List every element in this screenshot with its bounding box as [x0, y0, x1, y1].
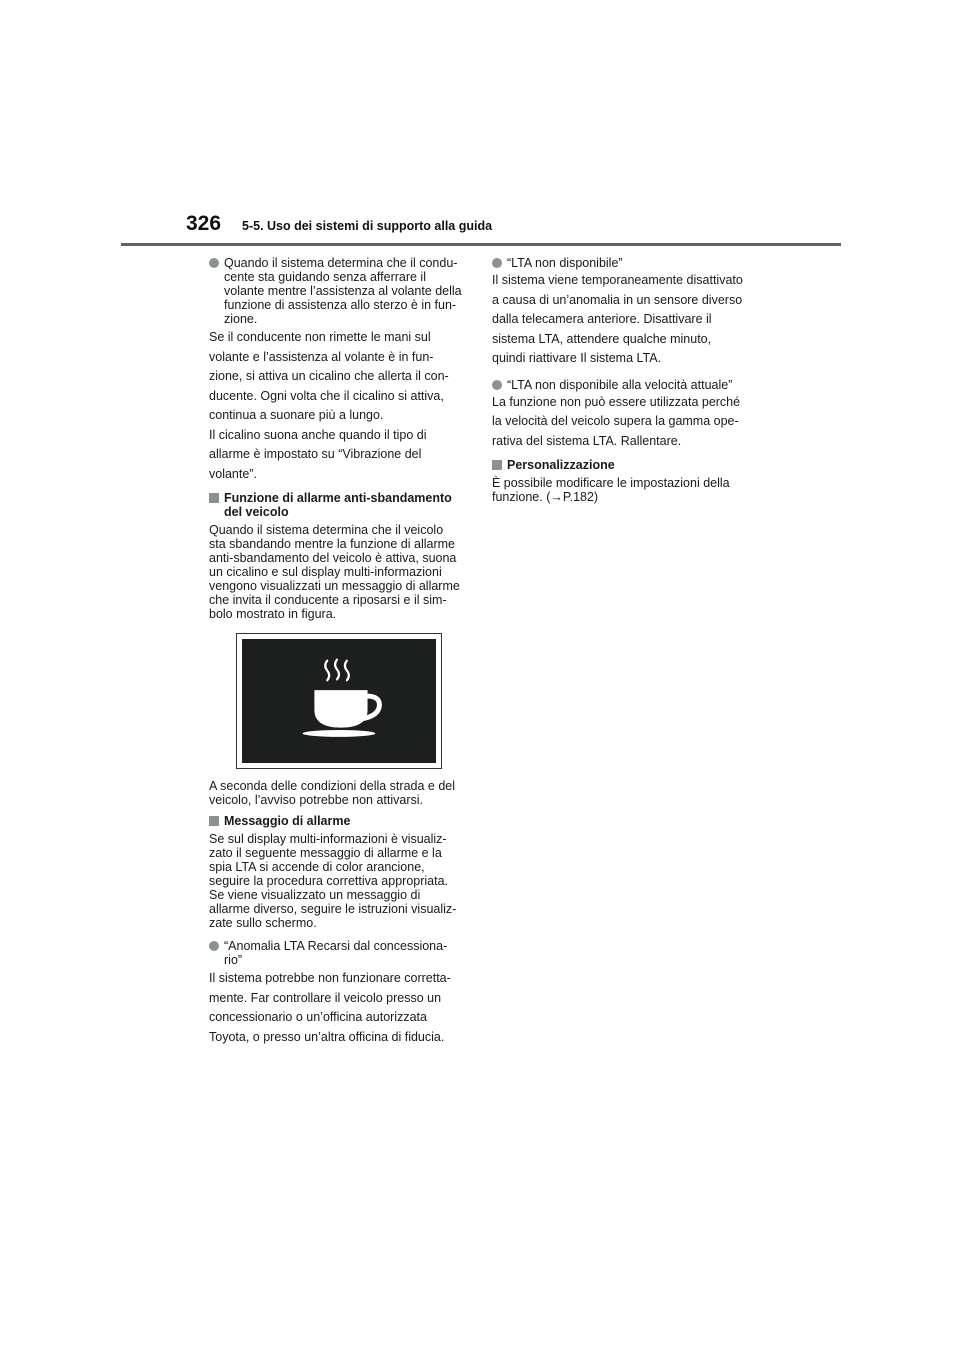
text-line: continua a suonare più a lungo.	[209, 408, 384, 422]
heading-square-icon	[492, 460, 502, 470]
text-line: volante e l’assistenza al volante è in fun-	[209, 349, 434, 364]
text-line: Se il conducente non rimette le mani sul	[209, 330, 431, 344]
text-line: Quando il sistema determina che il veicolo	[209, 523, 444, 537]
text-line: “LTA non disponibile alla velocità attuale”	[507, 377, 733, 392]
text-line: seguire la procedura correttiva appropriata.	[209, 874, 449, 888]
paragraph	[209, 523, 469, 621]
bullet-lta-speed-unavailable	[492, 378, 752, 392]
text-line: A seconda delle condizioni della strada e del	[209, 779, 456, 793]
section-heading	[209, 491, 469, 519]
bullet-lta-malfunction	[209, 939, 469, 967]
bullet-dot-icon	[209, 258, 219, 268]
display-screen	[242, 639, 436, 763]
text-line: “Anomalia LTA Recarsi dal concessiona-	[224, 939, 448, 953]
bullet-dot-icon	[492, 258, 502, 268]
text-line: funzione. (→P.182)	[492, 490, 599, 504]
paragraph	[492, 393, 752, 452]
paragraph	[209, 328, 469, 484]
text-line: Il cicalino suona anche quando il tipo di	[209, 427, 427, 442]
text-line: La funzione non può essere utilizzata perché	[492, 394, 741, 409]
text-line: Se sul display multi-informazioni è visualiz-	[209, 832, 447, 846]
text-line: quindi riattivare Il sistema LTA.	[492, 351, 662, 365]
paragraph	[209, 832, 469, 930]
text-line: ducente. Ogni volta che il cicalino si attiva,	[209, 388, 444, 403]
text-line: zato il seguente messaggio di allarme e la	[209, 846, 442, 860]
text-line: un cicalino e sul display multi-informazioni	[209, 565, 442, 579]
heading-line: del veicolo	[224, 505, 289, 519]
text-line: vengono visualizzati un messaggio di allarme	[209, 579, 460, 593]
text-line: rativa del sistema LTA. Rallentare.	[492, 433, 682, 448]
bullet-dot-icon	[492, 380, 502, 390]
text-line: sistema LTA, attendere qualche minuto,	[492, 331, 712, 346]
section-heading	[492, 458, 752, 472]
text-line: zione.	[224, 312, 258, 326]
heading-line: Personalizzazione	[507, 458, 615, 472]
page-number: 326	[186, 212, 222, 235]
text-line: Il sistema potrebbe non funzionare corretta-	[209, 971, 451, 985]
text-line: allarme diverso, seguire le istruzioni visualiz-	[209, 902, 457, 916]
text-line: zione, si attiva un cicalino che allerta il con-	[209, 369, 449, 383]
text-line: veicolo, l’avviso potrebbe non attivarsi.	[209, 793, 424, 807]
text-line: mente. Far controllare il veicolo presso un	[209, 990, 442, 1005]
text-line: volante”.	[209, 466, 257, 481]
heading-line: Funzione di allarme anti-sbandamento	[224, 491, 452, 505]
right-column	[492, 254, 752, 504]
text-line: che invita il conducente a riposarsi e il sim-	[209, 593, 447, 607]
text-line: anti-sbandamento del veicolo è attiva, suona	[209, 551, 457, 565]
text-line: sta sbandando mentre la funzione di allarme	[209, 537, 455, 551]
paragraph	[209, 969, 469, 1047]
coffee-break-figure	[236, 633, 442, 769]
text-line: cente sta guidando senza afferrare il	[224, 270, 426, 284]
text-line: a causa di un’anomalia in un sensore diverso	[492, 292, 743, 307]
left-column	[209, 254, 469, 1047]
text-line: rio”	[224, 953, 243, 967]
bullet-hands-off-warning	[209, 256, 469, 326]
text-line: spia LTA si accende di color arancione,	[209, 860, 425, 874]
section-title: 5-5. Uso dei sistemi di supporto alla guida	[242, 219, 493, 233]
text-line: funzione di assistenza allo sterzo è in fun-	[224, 298, 457, 312]
bullet-dot-icon	[209, 941, 219, 951]
bullet-lta-unavailable	[492, 256, 752, 270]
text-line: Il sistema viene temporaneamente disattivato	[492, 273, 743, 287]
text-line: dalla telecamera anteriore. Disattivare il	[492, 312, 712, 326]
heading-square-icon	[209, 493, 219, 503]
text-line: zate sullo schermo.	[209, 916, 317, 930]
text-line: Quando il sistema determina che il condu-	[224, 256, 458, 270]
paragraph	[492, 476, 752, 504]
text-line: Toyota, o presso un’altra officina di fiducia.	[209, 1029, 445, 1044]
coffee-cup-icon	[242, 639, 436, 763]
text-line: Se viene visualizzato un messaggio di	[209, 888, 421, 902]
text-line: concessionario o un’officina autorizzata	[209, 1010, 427, 1024]
paragraph	[209, 779, 469, 807]
text-line: È possibile modificare le impostazioni della	[492, 476, 730, 490]
paragraph	[492, 271, 752, 369]
section-heading	[209, 814, 469, 828]
text-line: allarme è impostato su “Vibrazione del	[209, 447, 422, 461]
heading-square-icon	[209, 816, 219, 826]
text-line: “LTA non disponibile”	[507, 256, 623, 270]
heading-line: Messaggio di allarme	[224, 814, 351, 828]
header-rule	[121, 243, 841, 246]
text-line: volante mentre l’assistenza al volante della	[224, 284, 462, 298]
text-line: la velocità del veicolo supera la gamma ope-	[492, 414, 739, 428]
text-line: bolo mostrato in figura.	[209, 607, 337, 621]
